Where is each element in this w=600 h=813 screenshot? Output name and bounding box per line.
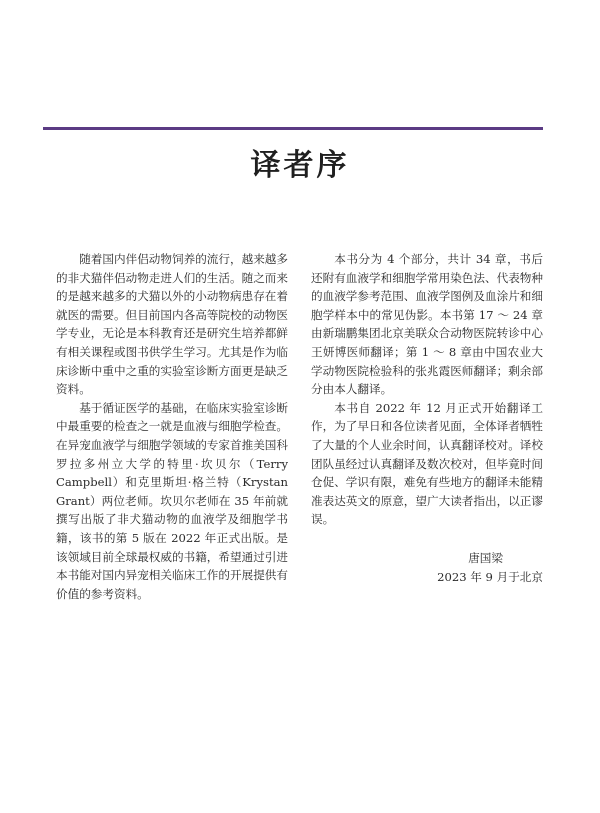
paragraph: 本书自 2022 年 12 月正式开始翻译工作，为了早日和各位读者见面，全体译者牺牲了大量的个人业余时间，认真翻译校对。译校团队虽经过认真翻译及数次校对，但毕竟时间仓促、学识有限，难免有些地方的翻译未能精准表达英文的原意，望广大读者指出，以正谬误。 — [311, 400, 543, 527]
translator-signature: 唐国梁 — [468, 550, 503, 565]
header-rule — [43, 127, 543, 130]
paragraph: 随着国内伴侣动物饲养的流行，越来越多的非犬猫伴侣动物走进人们的生活。随之而来的是越来越多的犬猫以外的小动物病患存在着就医的需要。但目前国内各高等院校的动物医学专业，无论是本科教育还是研究生培养都鲜有相关课程或图书供学生学习。尤其是作为临床诊断中重中之重的实验室诊断方面更是缺乏资料。 — [56, 252, 288, 397]
signature-date: 2023 年 9 月于北京 — [437, 569, 543, 584]
page-title: 译者序 — [250, 148, 350, 183]
paragraph: 本书分为 4 个部分，共计 34 章，书后还附有血液学和细胞学常用染色法、代表物种的血液学参考范围、血液学图例及血涂片和细胞学样本中的常见伪影。本书第 17 ～ 24 章由新瑞鹏集团北京美联众合动物医院转诊中心王妍博医师翻译；第 1 ～ 8 章由中国农业大学动物医院检验科的张兆霞医师翻译；剩余部分由本人翻译。 — [311, 252, 543, 397]
right-column — [311, 250, 543, 586]
paragraph: 基于循证医学的基础，在临床实验室诊断中最重要的检查之一就是血液与细胞学检查。在异宠血液学与细胞学领域的专家首推美国科罗拉多州立大学的特里·坎贝尔（Terry Campbell）和克里斯坦·格兰特（Krystan Grant）两位老师。坎贝尔老师在 35 年前就撰写出版了非犬猫动物的血液学及细胞学书籍，该书的第 5 版在 2022 年正式出版。是该领域目前全球最权威的书籍，希望通过引进本书能对国内异宠相关临床工作的开展提供有价值的参考资料。 — [56, 400, 288, 601]
left-column — [56, 250, 288, 603]
